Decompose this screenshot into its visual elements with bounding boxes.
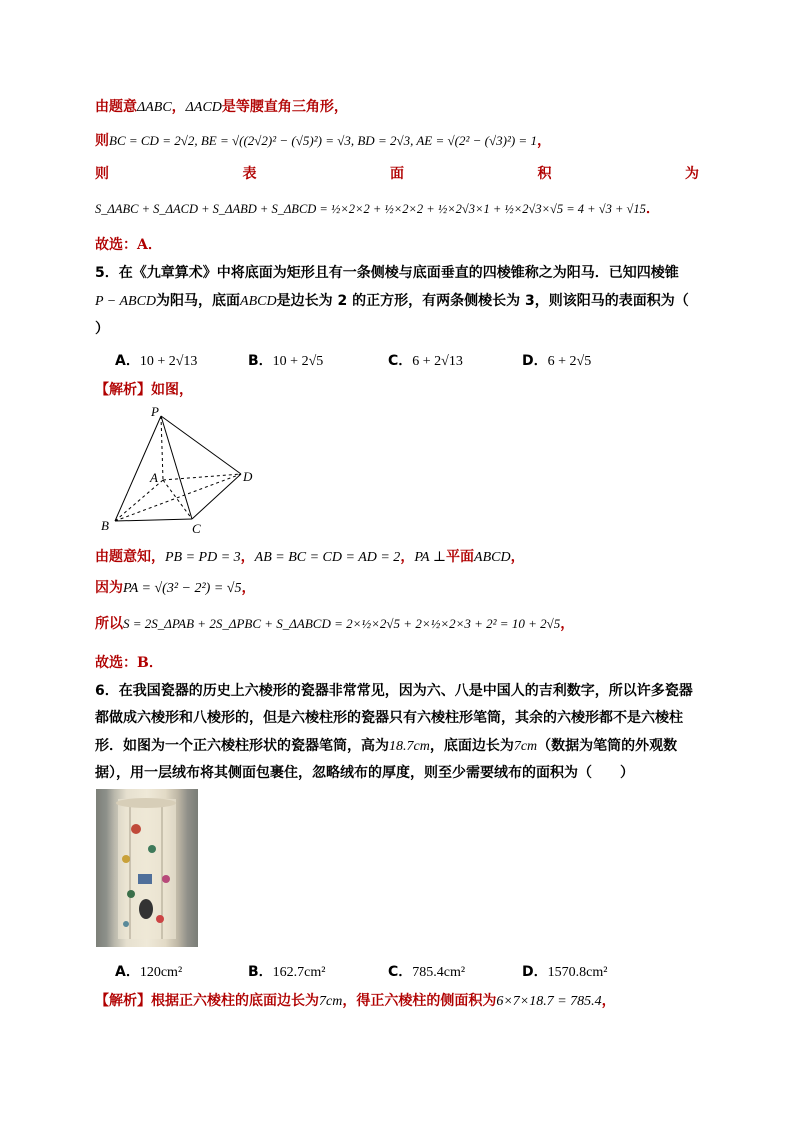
option-value: 10 + 2√13 (139, 354, 198, 369)
option-value: 1570.8cm² (547, 965, 608, 980)
answer-line: 故选：B． (95, 655, 163, 671)
solution-text: ， (536, 133, 551, 149)
option-letter: B． (248, 353, 273, 369)
option-letter: B． (248, 964, 273, 980)
brush-pot-illustration (96, 789, 198, 947)
analysis-text: 根据正六棱柱的底面边长为 (151, 993, 319, 1009)
question-5-line-2 (95, 290, 689, 310)
solution-text: 所以 (95, 616, 123, 632)
solution-text: 由题意知， (95, 549, 165, 565)
solution-word: 积 (537, 166, 552, 182)
q5-solution-line-3: 所以S = 2S_ΔPAB + 2S_ΔPBC + S_ΔABCD = 2×½×2√5 + 2×½×2×3 + 2² = 10 + 2√5， (95, 616, 575, 632)
option-letter: C． (388, 353, 413, 369)
option-value: 162.7cm² (272, 965, 326, 980)
question-text: 在我国瓷器的历史上六棱形的瓷器非常常见，因为六、八是中国人的吉利数字，所以许多瓷器 (118, 683, 693, 699)
q5-solution-line-1: 由题意知，PB = PD = 3，AB = BC = CD = AD = 2，PA ⊥平面ABCD， (95, 549, 525, 565)
analysis-line (95, 379, 193, 399)
edge-ac (163, 480, 192, 519)
math-expression: S_ΔABC + S_ΔACD + S_ΔABD + S_ΔBCD = ½×2×2 + ½×2×2 + ½×2√3×1 + ½×2√3×√5 = 4 + √3 + √15 (95, 202, 646, 216)
solution-word: 面 (390, 166, 404, 182)
solution-text: 因为 (95, 580, 123, 596)
question-6-line-1 (95, 680, 693, 700)
option-value: 6 + 2√13 (412, 354, 463, 369)
edge-ad (163, 474, 241, 480)
option-value: 10 + 2√5 (272, 354, 324, 369)
label-d: D (243, 469, 253, 484)
math-expression: PA ⊥ (414, 550, 447, 565)
question-number: 5． (95, 265, 119, 281)
solution-text: 由题意 (95, 99, 137, 115)
math-expression: P − ABCD (95, 294, 157, 309)
option-value: 6 + 2√5 (547, 354, 592, 369)
edge-bc (115, 519, 192, 521)
q5-solution-line-2: 因为PA = √(3² − 2²) = √5， (95, 580, 256, 596)
math-expression: PB = PD = 3 (165, 550, 241, 565)
option-letter: D． (522, 353, 548, 369)
edge-pd (161, 416, 241, 474)
option-b (248, 350, 323, 370)
question-6-options (115, 961, 635, 981)
solution-line-2 (95, 130, 551, 150)
option-d (522, 961, 607, 981)
option-b (248, 961, 325, 981)
analysis-tag: 【解析】 (95, 993, 151, 1009)
question-text: 在《九章算术》中将底面为矩形且有一条侧棱与底面垂直的四棱锥称之为阳马．已知四棱锥 (118, 265, 679, 281)
math-expression: AB = BC = CD = AD = 2 (254, 550, 401, 565)
label-p: P (151, 404, 159, 419)
math-expression: ABCD (474, 550, 511, 565)
solution-text: ， (171, 99, 186, 115)
question-text: （数据为笔筒的外观数 (537, 738, 678, 754)
math-expression: S = 2S_ΔPAB + 2S_ΔPBC + S_ΔABCD = 2×½×2√5 + 2×½×2×3 + 2² = 10 + 2√5 (123, 616, 561, 631)
brush-pot-photo (96, 789, 198, 947)
q6-analysis-line (95, 990, 616, 1010)
solution-text: 则 (95, 133, 109, 149)
solution-text: 是等腰直角三角形， (221, 99, 348, 115)
option-letter: A． (115, 964, 140, 980)
question-6-line-2: 都做成六棱形和八棱形的，但是六棱柱形的瓷器只有六棱柱形笔筒，其余的六棱形都不是六棱柱 (95, 710, 683, 726)
math-expression: 7cm (513, 739, 538, 754)
math-expression: ABCD (240, 294, 277, 309)
question-text: 是边长为 2 的正方形，有两条侧棱长为 3，则该阳马的表面积为（ (276, 293, 689, 309)
option-c (388, 961, 465, 981)
solution-text: 平面 (446, 549, 475, 565)
solution-word: 为 (685, 166, 699, 182)
edge-ab (115, 480, 163, 521)
solution-word: 则 (95, 166, 109, 182)
math-expression: BC = CD = 2√2, BE = √((2√2)² − (√5)²) = √3, BD = 2√3, AE = √(2² − (√3)²) = 1 (109, 133, 537, 148)
pyramid-figure (95, 402, 265, 537)
question-5-line-1 (95, 262, 679, 282)
math-expression: PA = √(3² − 2²) = √5 (123, 581, 242, 596)
option-d (522, 350, 591, 370)
question-5-options (115, 350, 615, 370)
label-b: B (101, 518, 109, 533)
solution-line-1 (95, 96, 348, 116)
question-text: 为阳马，底面 (156, 293, 241, 309)
label-c: C (192, 521, 201, 536)
label-a: A (150, 470, 158, 485)
question-text: ，底面边长为 (429, 738, 514, 754)
math-expression: ΔABC (137, 100, 172, 115)
question-6-line-3 (95, 735, 677, 755)
question-6-line-4: 据），用一层绒布将其侧面包裹住，忽略绒布的厚度，则至少需要绒布的面积为（ ） (95, 765, 634, 781)
edge-bd (115, 474, 241, 521)
question-number: 6． (95, 683, 119, 699)
edge-pa (161, 416, 163, 480)
analysis-text: ，得正六棱柱的侧面积为 (342, 993, 497, 1009)
question-text: 形．如图为一个正六棱柱形状的瓷器笔筒，高为 (95, 738, 389, 754)
option-letter: A． (115, 353, 140, 369)
math-expression: 18.7cm (389, 739, 430, 754)
answer-line: 故选：A． (95, 237, 162, 253)
option-c (388, 350, 463, 370)
solution-text: ． (645, 201, 660, 217)
option-a (115, 350, 197, 370)
math-expression: ΔACD (185, 100, 222, 115)
option-letter: D． (522, 964, 548, 980)
solution-line-3 (95, 163, 699, 183)
option-value: 785.4cm² (412, 965, 466, 980)
math-expression: 6×7×18.7 = 785.4 (496, 994, 602, 1009)
edge-pb (115, 416, 161, 521)
option-letter: C． (388, 964, 413, 980)
question-5-line-3: ） (95, 321, 109, 337)
analysis-tag: 【解析】 (95, 382, 151, 398)
option-a (115, 961, 182, 981)
solution-line-4 (95, 198, 660, 218)
edge-pc (161, 416, 192, 519)
analysis-text: ， (601, 993, 616, 1009)
math-expression: 7cm (319, 994, 343, 1009)
option-value: 120cm² (139, 965, 183, 980)
edge-cd (192, 474, 241, 519)
solution-word: 表 (242, 166, 257, 182)
analysis-text: 如图， (151, 382, 193, 398)
